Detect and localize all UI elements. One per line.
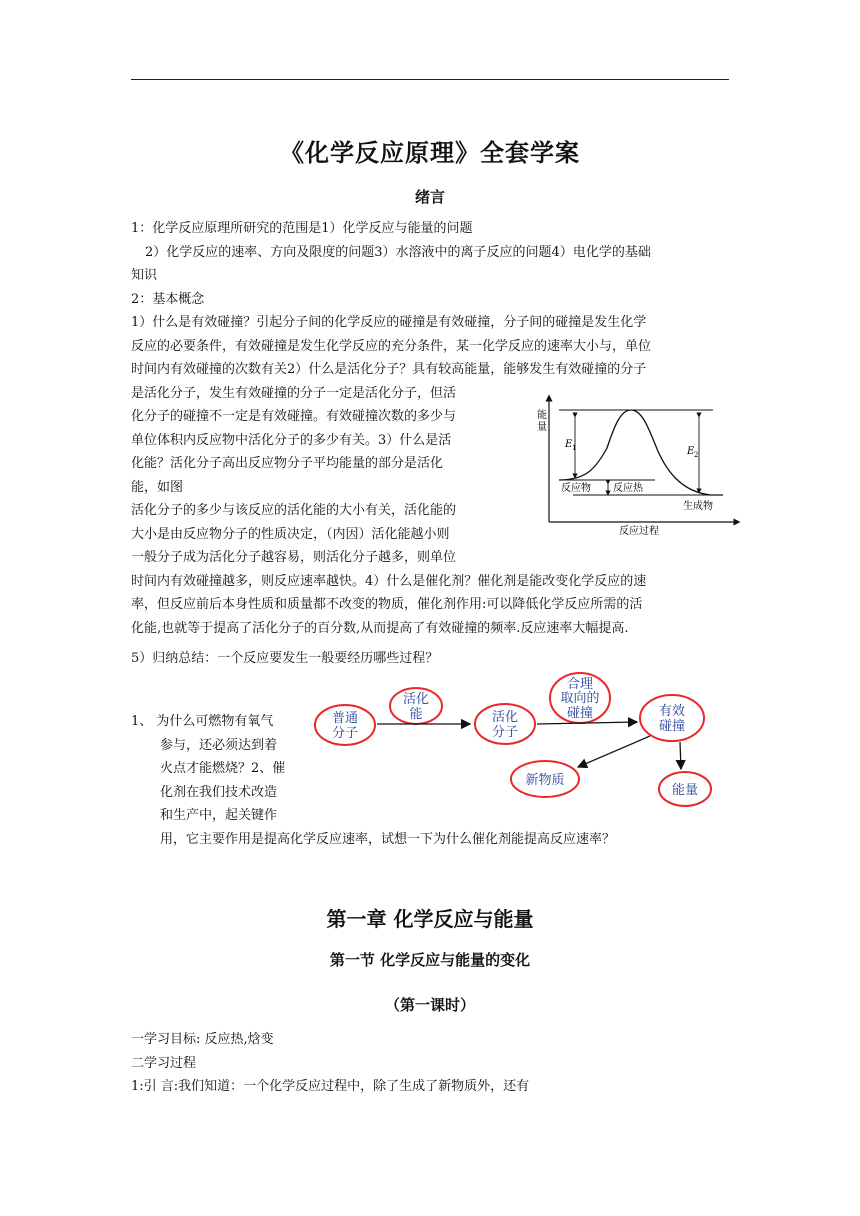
text-line: 和生产中，起关键作 — [160, 808, 278, 823]
header-rule — [131, 79, 729, 80]
node-label: 有效 — [658, 704, 686, 719]
text-line: 化剂在我们技术改造 — [160, 784, 278, 800]
text-line: 1：化学反应原理所研究的范围是1）化学反应与能量的问题 — [131, 221, 473, 236]
text-line: 大小是由反应物分子的性质决定，（内因）活化能越小则 — [131, 526, 450, 542]
arrow-to-new-substance — [578, 736, 650, 767]
node-label: 能 — [409, 707, 423, 722]
text-line: 1、 为什么可燃物有氧气 — [131, 714, 274, 729]
y-label-2: 量 — [537, 422, 547, 433]
x-axis-label: 反应过程 — [619, 526, 659, 536]
text-line: 能，如图 — [131, 479, 184, 495]
node-label: 活化 — [402, 692, 430, 707]
lesson-title: （第一课时） — [384, 996, 475, 1014]
node-label: 分子 — [331, 726, 359, 741]
text-line: 化能？活化分子高出反应物分子平均能量的部分是活化 — [131, 456, 444, 471]
node-label: 能量 — [671, 783, 699, 798]
text-line: 反应的必要条件，有效碰撞是发生化学反应的充分条件，某一化学反应的速率大小与，单位 — [131, 338, 652, 354]
text-line: 化分子的碰撞不一定是有效碰撞。有效碰撞次数的多少与 — [131, 409, 457, 424]
document-title: 《化学反应原理》全套学案 — [280, 138, 580, 167]
product-label: 生成物 — [683, 501, 713, 512]
node-label: 合理 — [566, 677, 594, 692]
e1-label: E — [565, 439, 573, 450]
text-line: 2：基本概念 — [131, 291, 205, 307]
text-line: 1:引 言:我们知道：一个化学反应过程中，除了生成了新物质外，还有 — [131, 1079, 530, 1094]
text-line: 一般分子成为活化分子越容易，则活化分子越多，则单位 — [131, 550, 457, 565]
text-line: 知识 — [131, 268, 158, 283]
node-label: 碰撞 — [658, 719, 686, 734]
text-line: 火点才能燃烧？2、催 — [160, 761, 286, 776]
text-line: 1）什么是有效碰撞？引起分子间的化学反应的碰撞是有效碰撞，分子间的碰撞是发生化学 — [131, 315, 647, 330]
text-line: 用，它主要作用是提高化学反应速率，试想一下为什么催化剂能提高反应速率？ — [160, 831, 616, 847]
chapter-title: 第一章 化学反应与能量 — [326, 907, 534, 931]
text-line: 2）化学反应的速率、方向及限度的问题3）水溶液中的离子反应的问题4）电化学的基础 — [145, 244, 651, 260]
e1-subscript: 1 — [572, 444, 577, 452]
text-line: 一学习目标: 反应热,焓变 — [131, 1032, 274, 1047]
node-label: 碰撞 — [566, 706, 594, 721]
heat-label: 反应热 — [613, 483, 643, 494]
node-label: 新物质 — [525, 773, 565, 788]
node-label: 分子 — [491, 725, 519, 740]
y-label-1: 能 — [537, 410, 547, 421]
node-label: 活化 — [491, 710, 519, 725]
text-line: 参与，还必须达到着 — [160, 737, 278, 753]
text-line: 是活化分子，发生有效碰撞的分子一定是活化分子，但活 — [131, 385, 457, 401]
e2-label: E — [687, 446, 695, 457]
text-line: 二学习过程 — [131, 1055, 197, 1071]
text-line: 活化分子的多少与该反应的活化能的大小有关，活化能的 — [131, 503, 457, 518]
text-line: 时间内有效碰撞的次数有关2）什么是活化分子？具有较高能量，能够发生有效碰撞的分子 — [131, 362, 647, 377]
body-paragraph — [131, 1028, 729, 1099]
node-label: 普通 — [331, 711, 359, 726]
text-line: 单位体积内反应物中活化分子的多少有关。3）什么是活 — [131, 432, 452, 448]
arrow-to-energy — [680, 742, 681, 769]
reactant-label: 反应物 — [561, 483, 591, 494]
text-line: 时间内有效碰撞越多，则反应速率越快。4）什么是催化剂？催化剂是能改变化学反应的速 — [131, 573, 647, 589]
intro-heading: 绪言 — [414, 188, 445, 206]
node-label: 取向的 — [560, 691, 600, 706]
reaction-process-flowchart — [308, 670, 728, 812]
energy-profile-diagram — [533, 394, 741, 536]
text-line: 率，但反应前后本身性质和质量都不改变的物质，催化剂作用:可以降低化学反应所需的活 — [131, 597, 643, 612]
summary-line: 5）归纳总结：一个反应要发生一般要经历哪些过程？ — [131, 651, 439, 666]
text-line: 化能,也就等于提高了活化分子的百分数,从而提高了有效碰撞的频率.反应速率大幅提高. — [131, 620, 629, 636]
section-title: 第一节 化学反应与能量的变化 — [329, 951, 531, 969]
e2-subscript: 2 — [694, 451, 699, 459]
